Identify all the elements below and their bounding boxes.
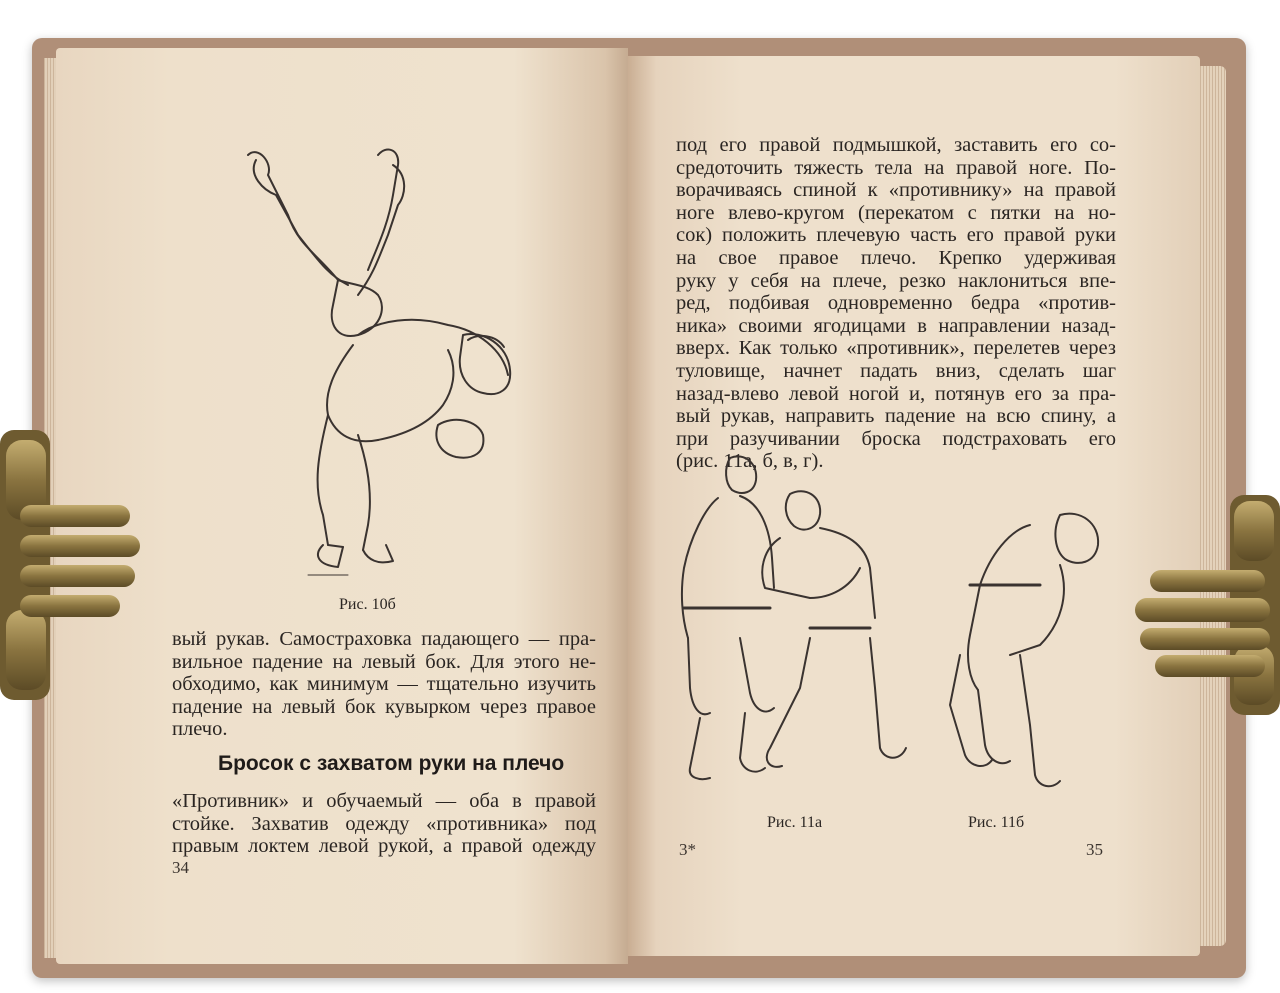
left-paragraph-1 [172,628,596,741]
right-paragraph [676,134,1116,473]
text-line: вый рукав. Самостраховка падающего — пра- [172,628,596,650]
text-line: ноге влево-кругом (перекатом с пятки на но- [676,201,1116,224]
text-line: вверх. Как только «противник», перелетев через [676,337,1116,360]
text-line: падение на левый бок кувырком через правое [172,695,596,718]
text-line: правым локтем левой рукой, а правой одежду [172,835,596,858]
figure-11a-caption: Рис. 11а [767,814,823,831]
text-line: «Противник» и обучаемый — оба в правой [172,790,596,812]
figure-11b-illustration [930,505,1130,805]
right-page-number: 35 [1086,840,1103,859]
text-line: под его правой подмышкой, заставить его со- [676,134,1116,156]
text-line: средоточить тяжесть тела на правой ноге. По- [676,156,1116,179]
brass-clip-right [1130,495,1280,720]
brass-clip-left [0,430,150,705]
text-line: ворачиваясь спиной к «противнику» на правой [676,179,1116,202]
text-line: при разучивании броска подстраховать его [676,427,1116,450]
figure-10b-caption: Рис. 10б [339,596,396,613]
left-paragraph-2 [172,790,596,858]
text-line: туловище, начнет падать вниз, сделать шаг [676,359,1116,382]
text-line: руку у себя на плече, резко наклониться впе- [676,269,1116,292]
text-line: обходимо, как минимум — тщательно изучить [172,673,596,696]
figure-11b-caption: Рис. 11б [968,814,1025,831]
left-page-number: 34 [172,858,189,877]
text-line: вильное падение на левый бок. Для этого не- [172,650,596,673]
text-line: вый рукав, направить падение на всю спину, а [676,405,1116,428]
signature-mark: 3* [679,840,696,859]
section-heading: Бросок с захватом руки на плечо [218,752,565,775]
text-line: (рис. 11а, б, в, г). [676,450,824,473]
figure-10b-illustration [228,135,528,595]
text-line: назад-влево левой ногой и, потянув его за пра- [676,382,1116,405]
text-line: стойке. Захватив одежду «противника» под [172,812,596,835]
text-line: ред, подбивая одновременно бедра «против- [676,292,1116,315]
text-line: ника» своими ягодицами в направлении назад- [676,314,1116,337]
figure-11a-illustration [670,448,920,808]
text-line: плечо. [172,718,228,741]
text-line: сок) положить плечевую часть его правой руки [676,224,1116,247]
text-line: на свое правое плечо. Крепко удерживая [676,246,1116,269]
